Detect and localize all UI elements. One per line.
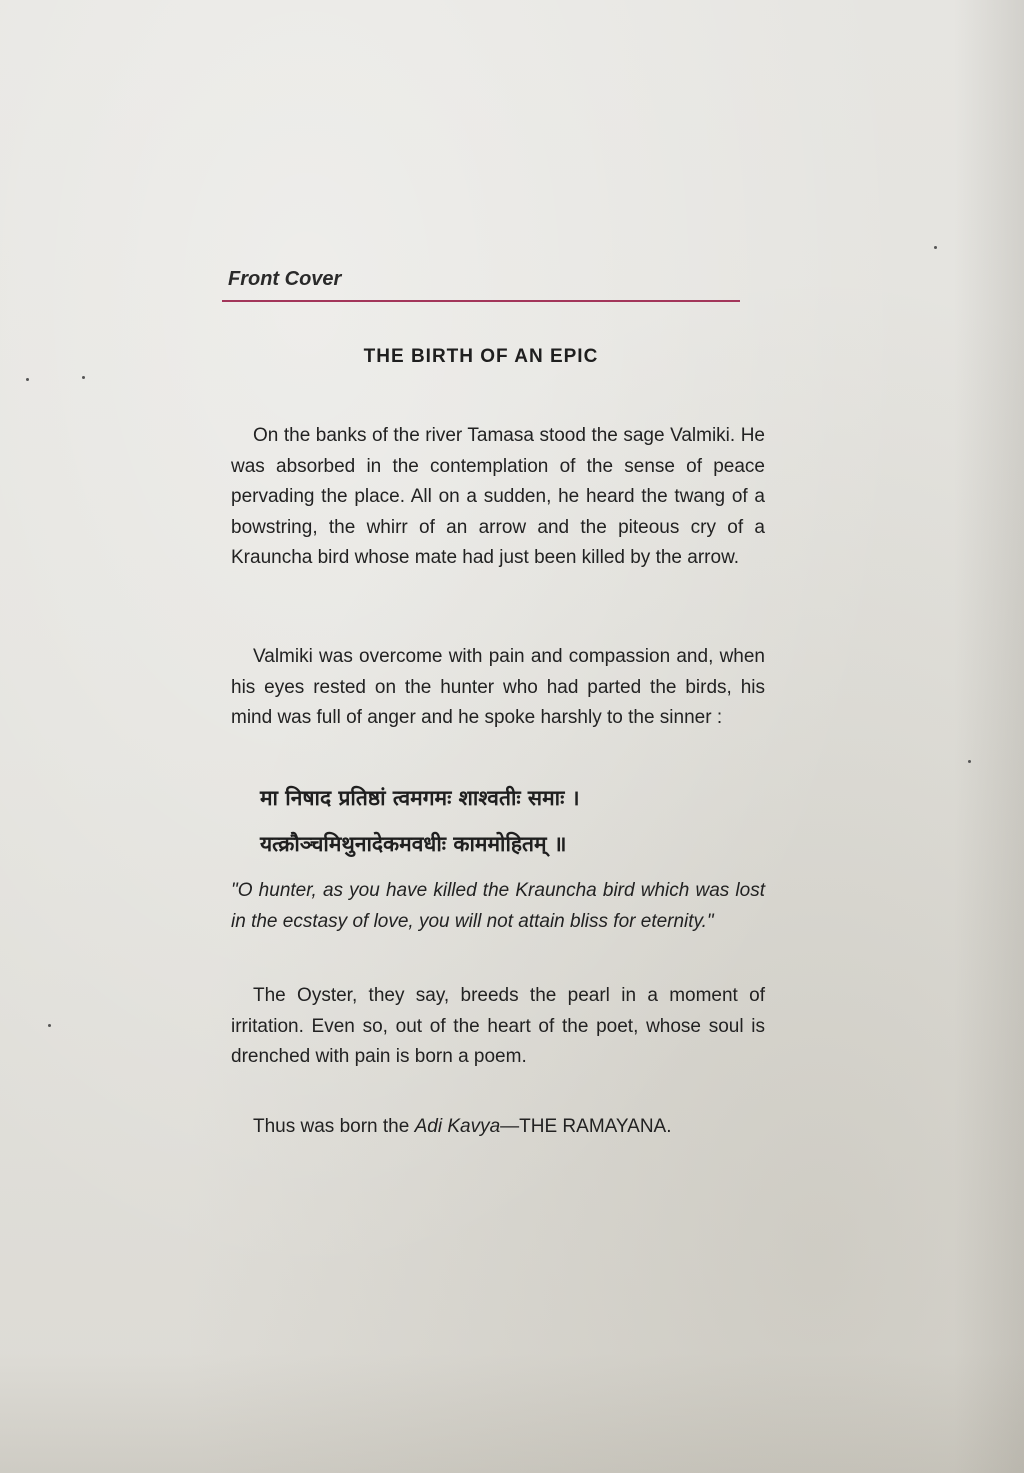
closing-line [253, 1116, 672, 1138]
sanskrit-verse-line-1: मा निषाद प्रतिष्ठां त्वमगमः शाश्वतीः समाः । [260, 786, 580, 810]
divider-rule [222, 300, 740, 302]
paper-speck [48, 1024, 51, 1027]
page-title: THE BIRTH OF AN EPIC [363, 346, 599, 367]
sanskrit-verse-line-2: यत्क्रौञ्चमिथुनादेकमवधीः काममोहितम् ॥ [260, 832, 567, 856]
paragraph-2: Valmiki was overcome with pain and compassion and, when his eyes rested on the hunter who had parted the birds, his mind was full of anger and he spoke harshly to the sinner : [231, 646, 765, 728]
closing-emphasis: Adi Kavya [414, 1116, 501, 1137]
paragraph-3: The Oyster, they say, breeds the pearl in a moment of irritation. Even so, out of the heart of the poet, whose soul is drenched with pain is born a poem. [231, 985, 765, 1067]
paper-wear [0, 1353, 1024, 1473]
paper-speck [934, 246, 937, 249]
translation-quote: "O hunter, as you have killed the Krauncha bird which was lost in the ecstasy of love, you will not attain bliss for eternity." [231, 880, 765, 932]
paper-speck [82, 376, 85, 379]
closing-prefix: Thus was born the [253, 1116, 415, 1137]
paper-speck [968, 760, 971, 763]
closing-suffix: —THE RAMAYANA. [500, 1116, 672, 1137]
front-cover-label: Front Cover [228, 268, 342, 290]
paper-edge-shadow [954, 0, 1024, 1473]
paragraph-1: On the banks of the river Tamasa stood the sage Valmiki. He was absorbed in the contemplation of the sense of peace pervading the place. All on a sudden, he heard the twang of a bowstring, the whirr of an arrow and the piteous cry of a Krauncha bird whose mate had just been killed by the arrow. [231, 425, 765, 568]
paper-speck [26, 378, 29, 381]
